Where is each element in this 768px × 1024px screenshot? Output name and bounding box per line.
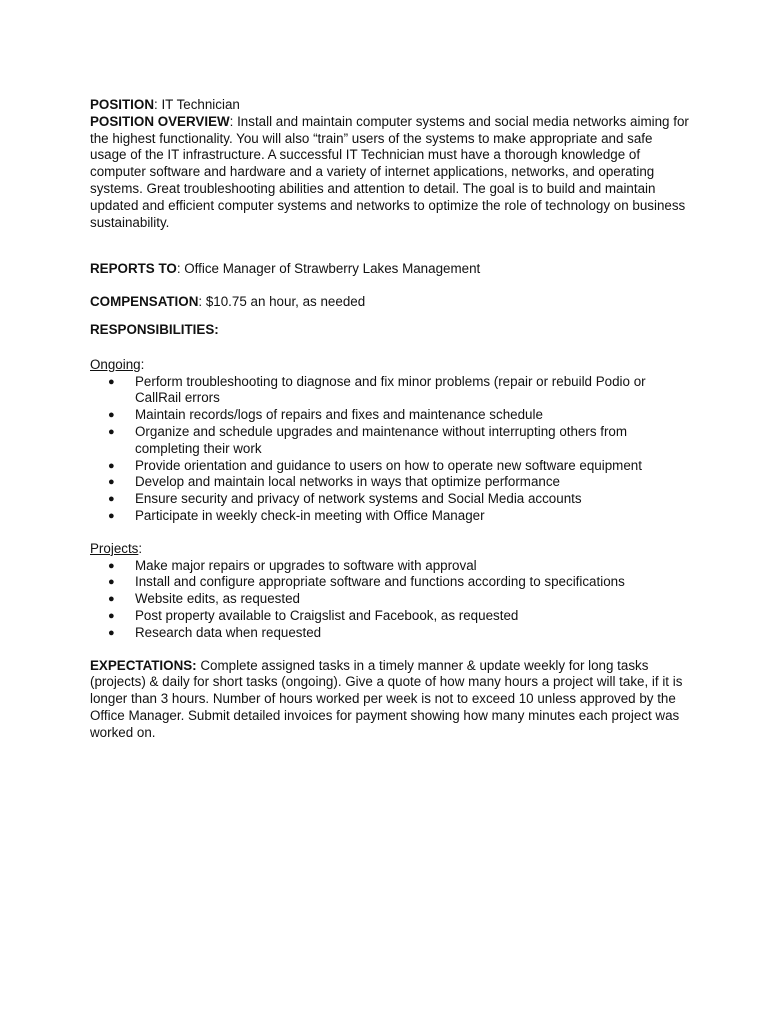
list-item-text: Website edits, as requested	[135, 591, 300, 607]
list-item-text: Maintain records/logs of repairs and fixes and maintenance schedule	[135, 407, 543, 423]
list-item	[90, 491, 690, 508]
bullet-icon: ●	[108, 476, 115, 489]
list-item-text: Research data when requested	[135, 624, 322, 640]
list-item	[90, 558, 690, 575]
expectations-label: EXPECTATIONS:	[90, 657, 197, 673]
overview-paragraph	[90, 114, 690, 232]
ongoing-label: Ongoing	[90, 356, 141, 372]
list-item	[90, 591, 690, 608]
list-item-text: Provide orientation and guidance to users on how to operate new software equipment	[135, 457, 642, 473]
bullet-icon: ●	[108, 409, 115, 422]
compensation-value: : $10.75 an hour, as needed	[198, 294, 366, 310]
expectations-text: Complete assigned tasks in a timely manner & update weekly for long tasks (projects) & daily for short tasks (ongoing). Give a quote of how many hours a project will take, if it is longer than 3 hours. Number of hours worked per week is not to exceed 10 unless approved by the Office Manager. Submit detailed invoices for payment showing how many minutes each project was worked on.	[90, 657, 683, 740]
bullet-icon: ●	[108, 576, 115, 589]
ongoing-colon: :	[140, 356, 145, 372]
list-item-text: Organize and schedule upgrades and maintenance without interrupting others from completing their work	[135, 423, 628, 456]
list-item-text: Perform troubleshooting to diagnose and fix minor problems (repair or rebuild Podio or CallRail errors	[135, 373, 646, 406]
projects-subheading	[90, 541, 690, 558]
list-item	[90, 625, 690, 642]
bullet-icon: ●	[108, 509, 115, 522]
position-value: : IT Technician	[154, 97, 240, 112]
list-item	[90, 574, 690, 591]
list-item	[90, 458, 690, 475]
responsibilities-heading: RESPONSIBILITIES:	[90, 321, 219, 337]
bullet-icon: ●	[108, 559, 115, 572]
overview-text: : Install and maintain computer systems and social media networks aiming for the highest functionality. You will also “train” users of the systems to make appropriate and safe usage of the IT infrastructure. A successful IT Technician must have a thorough knowledge of computer software and hardware and a variety of internet applications, networks, and operating systems. Great troubleshooting abilities and attention to detail. The goal is to build and maintain updated and efficient computer systems and networks to optimize the role of technology on business sustainability.	[90, 113, 689, 230]
bullet-icon: ●	[108, 593, 115, 606]
list-item-text: Make major repairs or upgrades to software with approval	[135, 557, 477, 573]
bullet-icon: ●	[108, 375, 115, 388]
projects-list	[90, 558, 690, 642]
list-item	[90, 424, 690, 458]
bullet-icon: ●	[108, 459, 115, 472]
ongoing-subheading	[90, 357, 690, 374]
ongoing-list	[90, 374, 690, 525]
list-item-text: Install and configure appropriate software and functions according to specifications	[135, 574, 625, 590]
bullet-icon: ●	[108, 626, 115, 639]
list-item-text: Participate in weekly check-in meeting with Office Manager	[135, 507, 485, 523]
document-page	[90, 97, 690, 742]
position-label: POSITION	[90, 97, 154, 112]
bullet-icon: ●	[108, 609, 115, 622]
list-item	[90, 374, 690, 408]
reports-to-label: REPORTS TO	[90, 261, 177, 277]
bullet-icon: ●	[108, 425, 115, 438]
expectations-paragraph	[90, 658, 690, 742]
list-item	[90, 474, 690, 491]
projects-label: Projects	[90, 540, 139, 556]
overview-label: POSITION OVERVIEW	[90, 113, 230, 129]
bullet-icon: ●	[108, 493, 115, 506]
position-line	[90, 97, 690, 114]
reports-to-line	[90, 261, 690, 278]
list-item-text: Ensure security and privacy of network systems and Social Media accounts	[135, 491, 582, 507]
reports-to-value: : Office Manager of Strawberry Lakes Management	[176, 261, 481, 277]
list-item	[90, 407, 690, 424]
compensation-line	[90, 294, 690, 311]
compensation-label: COMPENSATION	[90, 294, 199, 310]
list-item	[90, 508, 690, 525]
list-item-text: Develop and maintain local networks in ways that optimize performance	[135, 474, 560, 490]
list-item-text: Post property available to Craigslist and Facebook, as requested	[135, 607, 519, 623]
projects-colon: :	[138, 540, 143, 556]
list-item	[90, 608, 690, 625]
